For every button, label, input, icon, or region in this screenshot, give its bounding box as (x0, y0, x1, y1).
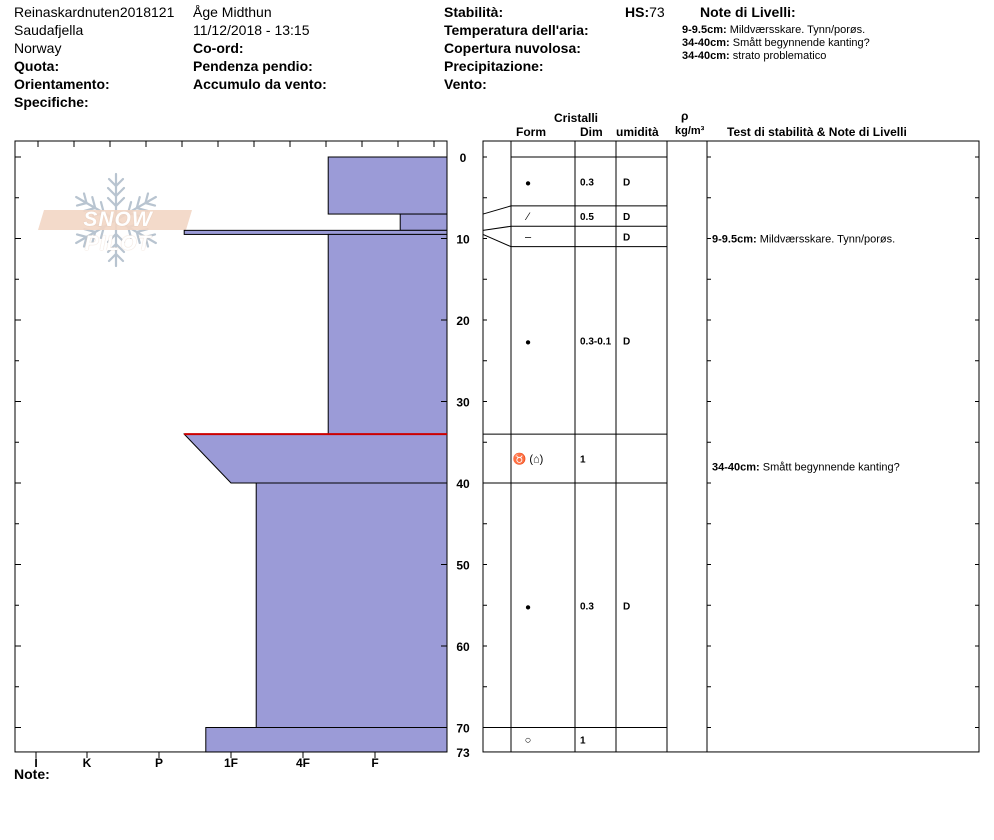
observer-name: Åge Midthun (193, 4, 272, 20)
stability-header: Test di stabilità & Note di Livelli (727, 125, 907, 139)
crystal-moisture: D (623, 177, 631, 189)
note-livelli-title: Note di Livelli: (700, 4, 796, 20)
crystal-form: • (525, 599, 531, 617)
quota-label: Quota: (14, 58, 60, 74)
crystal-size: 0.5 (580, 212, 594, 224)
crystal-form: • (525, 175, 531, 193)
vento-label: Vento: (444, 76, 487, 92)
crystal-moisture: D (623, 601, 631, 613)
hardness-axis-label: K (82, 755, 92, 770)
depth-tick-label: 60 (456, 640, 470, 654)
layer-connector (483, 206, 511, 214)
layer-note-text: Smått begynnende kanting? (732, 37, 870, 49)
layer-connector (483, 226, 511, 230)
crystal-moisture: D (623, 232, 631, 244)
rho-header: ρ (681, 109, 689, 123)
stability-note: 34-40cm: Smått begynnende kanting? (712, 461, 900, 474)
hardness-bar (206, 728, 447, 752)
depth-tick-label: 30 (456, 395, 470, 410)
precipitazione-label: Precipitazione: (444, 58, 544, 74)
copertura-label: Copertura nuvolosa: (444, 40, 581, 56)
orientamento-label: Orientamento: (14, 76, 110, 92)
crystal-form: ○ (524, 734, 532, 747)
region-name: Saudafjella (14, 22, 84, 38)
hardness-axis-label: F (371, 755, 379, 770)
density-unit-header: kg/m³ (675, 125, 705, 137)
depth-total-label: 73 (456, 745, 470, 760)
crystal-size: 0.3-0.1 (580, 336, 612, 348)
hardness-bar (328, 157, 447, 214)
hardness-axis-label: I (34, 755, 38, 770)
crystal-form: • (525, 334, 531, 352)
country-name: Norway (14, 40, 62, 56)
coord-label: Co-ord: (193, 40, 244, 56)
pendenza-label: Pendenza pendio: (193, 58, 313, 74)
depth-tick-label: 10 (456, 232, 470, 247)
temperatura-label: Temperatura dell'aria: (444, 22, 589, 38)
layer-note-text: Mildværsskare. Tynn/porøs. (729, 24, 866, 36)
depth-tick-label: 50 (456, 558, 470, 573)
logo-text: SNOW PILOT (83, 208, 153, 255)
layer-note-range: 34-40cm: (682, 37, 730, 49)
layer-connector (483, 234, 511, 246)
layer-note-range: 34-40cm: (682, 50, 730, 62)
hs-value: 73 (649, 4, 665, 20)
hardness-bar (184, 434, 447, 483)
depth-tick-label: 70 (456, 721, 470, 736)
hardness-axis-label: P (154, 755, 164, 770)
location-name: Reinaskardnuten2018121 (14, 4, 175, 20)
depth-tick-label: 40 (456, 477, 470, 491)
stabilita-label: Stabilità: (444, 4, 504, 20)
observation-datetime: 11/12/2018 - 13:15 (193, 22, 310, 38)
crystal-form: ♉ (⌂) (512, 453, 544, 466)
layer-note-text: strato problematico (732, 50, 827, 62)
hardness-bar (400, 214, 447, 230)
hardness-bar (256, 483, 447, 728)
hs-label: HS: (625, 4, 650, 20)
note-label: Note: (14, 766, 50, 782)
form-header: Form (516, 125, 546, 139)
hardness-bar (184, 230, 447, 234)
crystal-size: 0.3 (580, 601, 594, 613)
crystal-size: 1 (580, 454, 586, 466)
layer-note-range: 9-9.5cm: (682, 24, 727, 36)
hardness-axis-label: 4F (295, 755, 311, 770)
stability-note: 9-9.5cm: Mildværsskare. Tynn/porøs. (712, 233, 896, 246)
crystal-form: – (524, 231, 532, 244)
crystal-size: 1 (580, 735, 586, 747)
accumulo-label: Accumulo da vento: (193, 76, 327, 92)
crystal-moisture: D (623, 212, 631, 224)
depth-tick-label: 20 (456, 314, 470, 328)
hardness-bar (328, 234, 447, 434)
crystal-moisture: D (623, 336, 631, 348)
dim-header: Dim (580, 125, 603, 139)
depth-tick-label: 0 (459, 151, 467, 165)
cristalli-header: Cristalli (554, 111, 599, 125)
crystal-form: ⁄ (527, 211, 529, 224)
umidita-header: umidità (616, 125, 659, 139)
specifiche-label: Specifiche: (14, 94, 89, 110)
hardness-axis-label: 1F (223, 755, 239, 770)
crystal-size: 0.3 (580, 177, 594, 189)
